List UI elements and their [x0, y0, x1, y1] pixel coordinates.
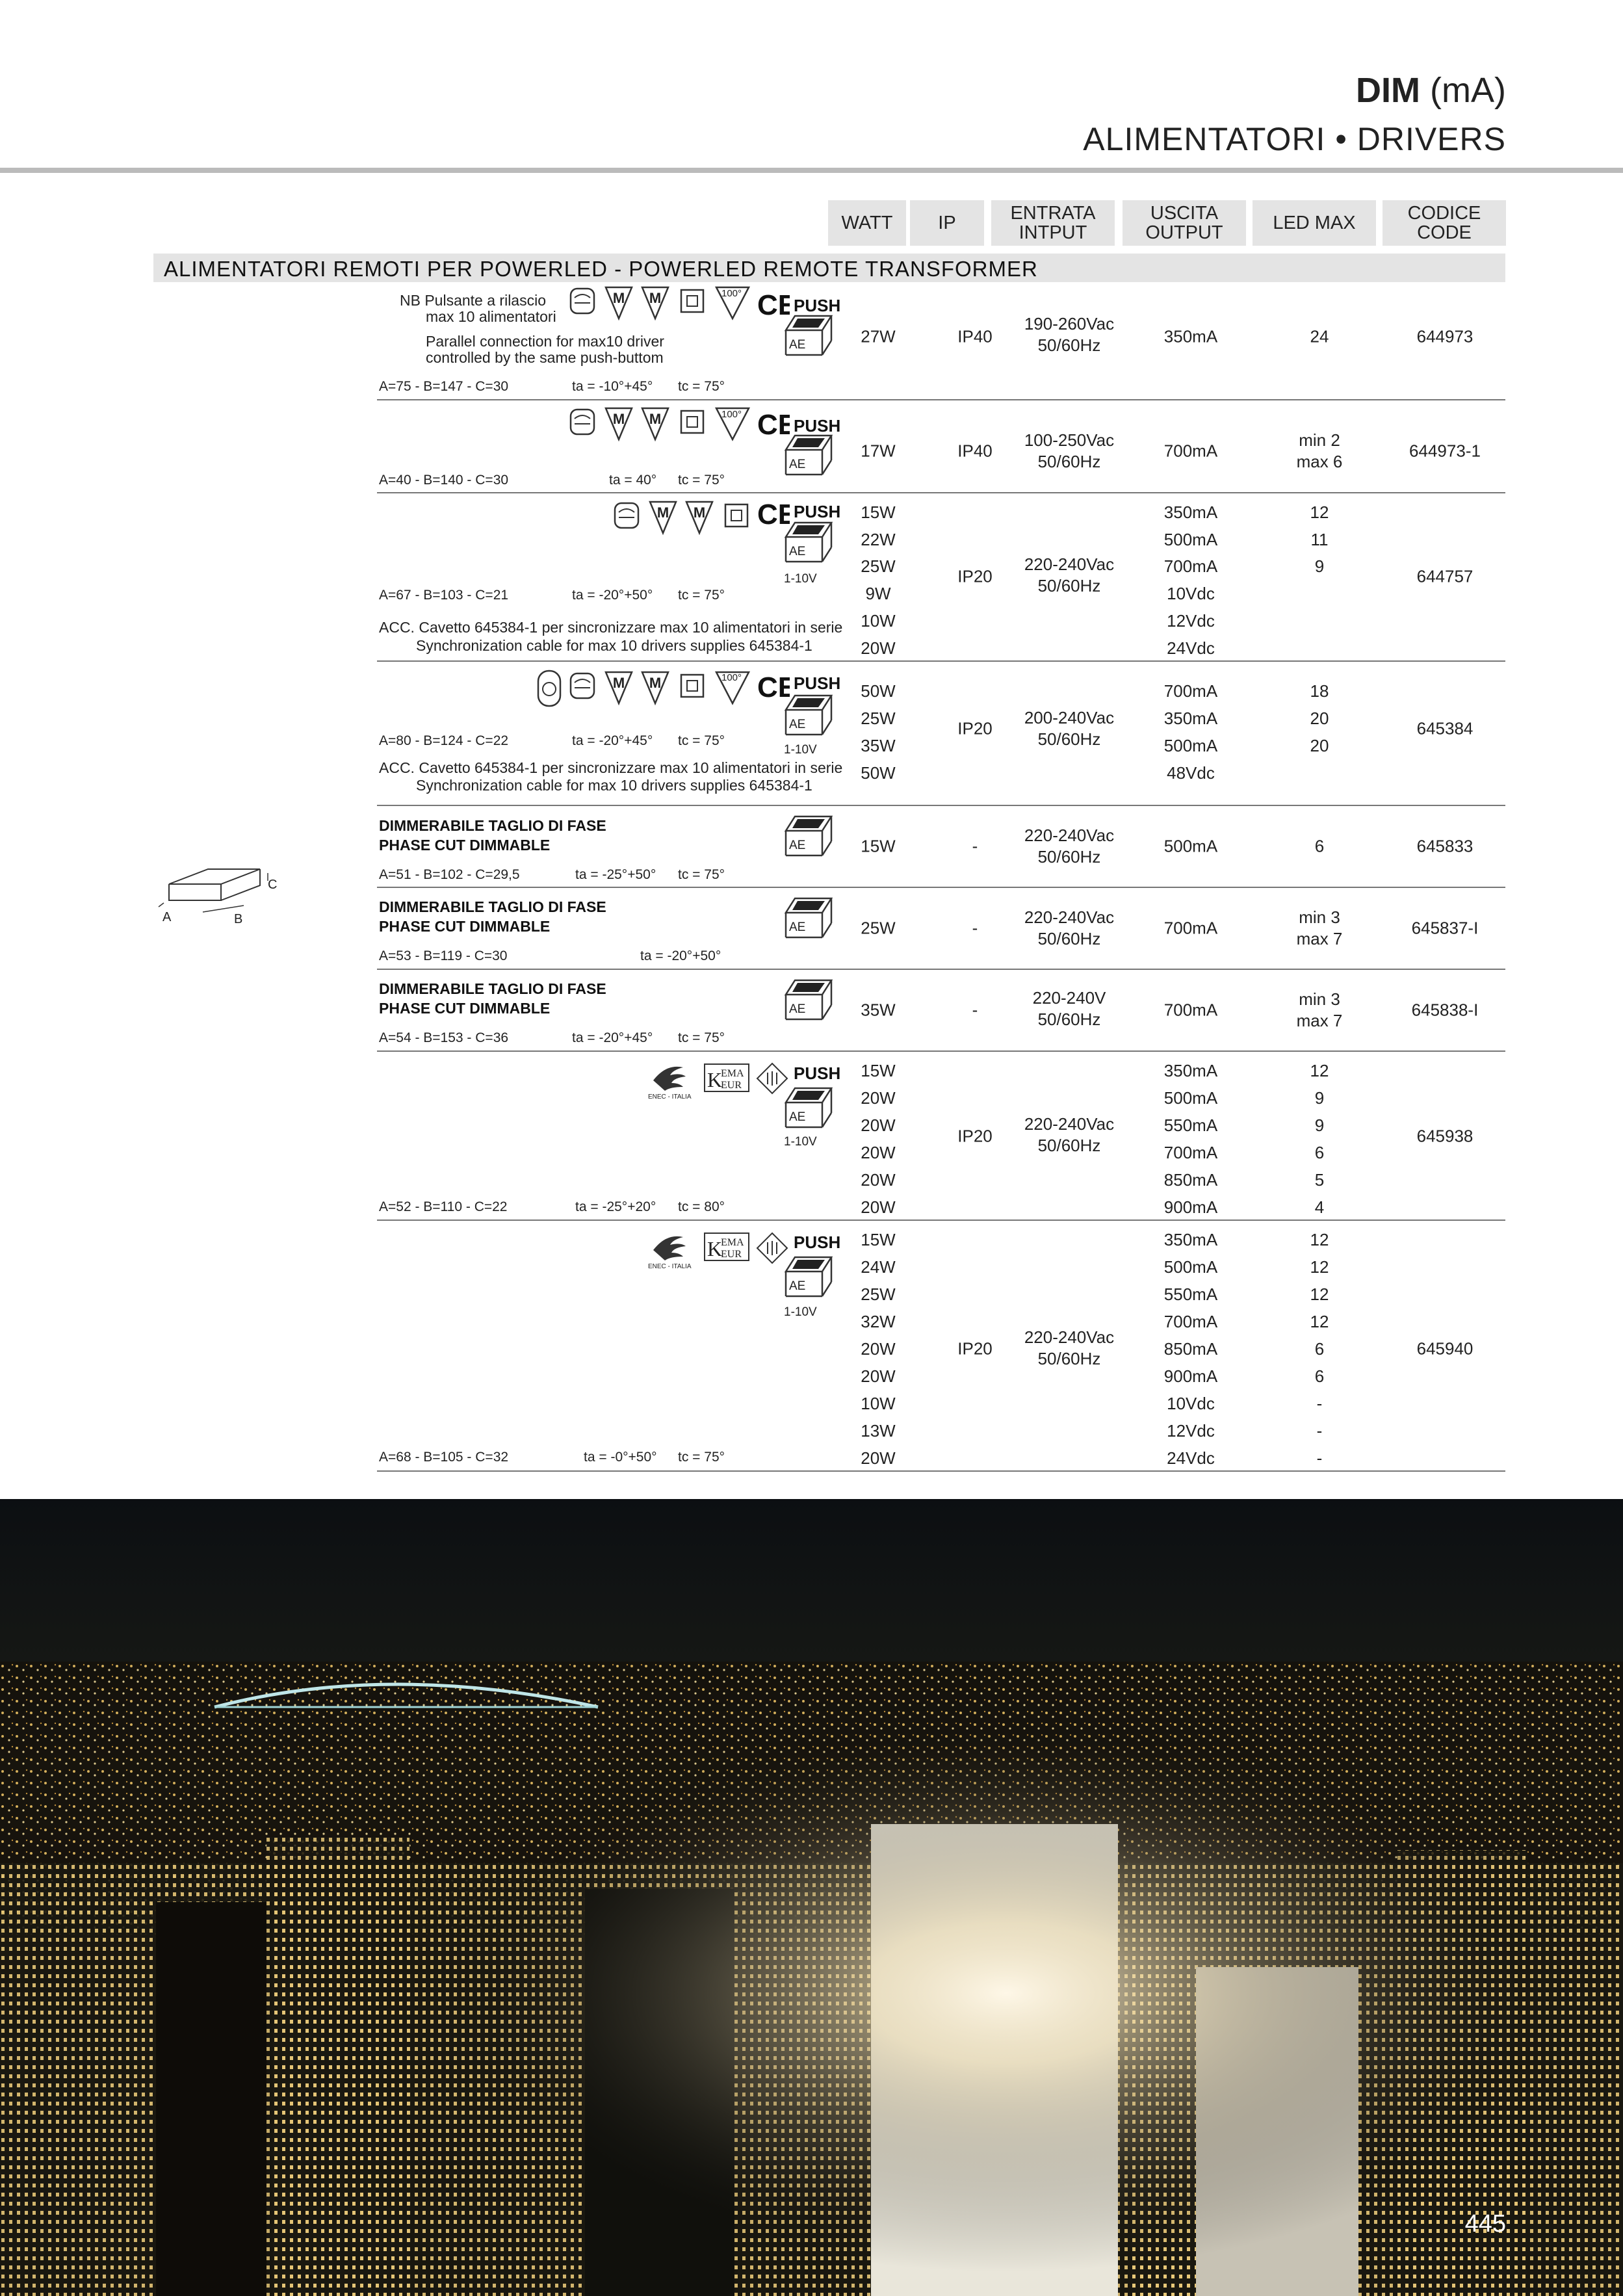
- box-dimensions-diagram: [156, 861, 286, 926]
- watt-cell: 15W: [861, 502, 896, 522]
- watt-cell: 25W: [861, 556, 896, 576]
- output-cell: 500mA: [1163, 530, 1218, 549]
- push-label: PUSH: [794, 1233, 841, 1252]
- dimensions: A=53 - B=119 - C=30: [379, 948, 508, 963]
- ta-value: ta = -0°+50°: [584, 1450, 657, 1465]
- certification-icons: [614, 501, 757, 537]
- note-line: Parallel connection for max10 driver: [426, 333, 664, 350]
- output-cell: 48Vdc: [1167, 763, 1215, 783]
- dimensions: A=80 - B=124 - C=22: [379, 733, 509, 748]
- city-night-photo: [0, 1499, 1623, 2296]
- watt-cell: 20W: [861, 1366, 896, 1386]
- dimensions: A=40 - B=140 - C=30: [379, 473, 509, 488]
- output-cell: 700mA: [1163, 441, 1218, 461]
- temp-100-label: 100°: [721, 288, 742, 299]
- led-cell: 5: [1314, 1170, 1325, 1190]
- product-name: DIMMERABILE TAGLIO DI FASE: [379, 898, 606, 915]
- led-cell: 9: [1314, 1088, 1325, 1108]
- svg-text:K: K: [707, 1237, 723, 1260]
- led-cell: 11: [1310, 530, 1329, 549]
- enec-label: ENEC - ITALIA: [648, 1263, 692, 1270]
- col-watt: WATT: [828, 200, 906, 246]
- product-name-en: PHASE CUT DIMMABLE: [379, 918, 551, 935]
- tc-value: tc = 75°: [678, 473, 725, 488]
- ae-label: AE: [789, 718, 806, 731]
- ae-label: AE: [789, 1002, 806, 1016]
- led-cell: 9: [1314, 556, 1325, 576]
- led-cell: 12: [1310, 1230, 1329, 1249]
- push-label: PUSH: [794, 673, 841, 693]
- code-cell: 645833: [1416, 836, 1474, 856]
- code-cell: 644757: [1416, 566, 1474, 586]
- code-cell: 645940: [1416, 1338, 1474, 1359]
- tc-value: tc = 75°: [678, 867, 725, 882]
- output-cell: 500mA: [1163, 1088, 1218, 1108]
- ae-label: AE: [789, 338, 806, 352]
- note-line: max 10 alimentatori: [426, 308, 556, 325]
- led-cell: 12: [1310, 502, 1329, 522]
- page-subtitle: ALIMENTATORI • DRIVERS: [1083, 121, 1506, 157]
- ip-cell: IP40: [957, 326, 993, 346]
- watt-cell: 15W: [861, 836, 896, 856]
- output-cell: 700mA: [1163, 1143, 1218, 1162]
- col-input: ENTRATA INTPUT: [991, 200, 1115, 246]
- 1-10v-label: 1-10V: [784, 743, 817, 757]
- output-cell: 350mA: [1163, 1061, 1218, 1080]
- kema-bot: EUR: [721, 1249, 742, 1260]
- watt-cell: 10W: [861, 611, 896, 631]
- ip-cell: IP20: [957, 1126, 993, 1146]
- note-line: NB Pulsante a rilascio: [400, 292, 546, 309]
- output-cell: 700mA: [1163, 1312, 1218, 1331]
- temp-100-label: 100°: [721, 409, 742, 420]
- push-label: PUSH: [794, 1063, 841, 1083]
- code-cell: 645837-I: [1411, 918, 1479, 938]
- ta-value: ta = -20°+50°: [640, 948, 721, 963]
- ip-cell: -: [972, 1000, 978, 1020]
- output-cell: 500mA: [1163, 836, 1218, 856]
- led-cell: -: [1316, 1448, 1323, 1468]
- watt-cell: 20W: [861, 638, 896, 658]
- watt-cell: 50W: [861, 681, 896, 701]
- watt-cell: 25W: [861, 709, 896, 728]
- input-cell: 100-250Vac 50/60Hz: [1024, 430, 1115, 471]
- accessory-note: ACC. Cavetto 645384-1 per sincronizzare max 10 alimentatori in serie: [379, 619, 843, 636]
- watt-cell: 20W: [861, 1143, 896, 1162]
- ta-value: ta = 40°: [609, 473, 657, 488]
- watt-cell: 35W: [861, 736, 896, 755]
- enec-icon: [647, 1061, 692, 1100]
- led-cell: 20: [1310, 709, 1329, 728]
- ta-value: ta = -25°+50°: [575, 867, 656, 882]
- output-cell: 900mA: [1163, 1197, 1218, 1217]
- 1-10v-label: 1-10V: [784, 1305, 817, 1319]
- 1-10v-label: 1-10V: [784, 572, 817, 586]
- watt-cell: 20W: [861, 1197, 896, 1217]
- product-name-en: PHASE CUT DIMMABLE: [379, 837, 551, 854]
- watt-cell: 32W: [861, 1312, 896, 1331]
- 1-10v-label: 1-10V: [784, 1135, 817, 1149]
- ta-value: ta = -10°+45°: [572, 379, 653, 394]
- push-label: PUSH: [794, 502, 841, 521]
- ae-label: AE: [789, 545, 806, 558]
- led-cell: 6: [1314, 1366, 1325, 1386]
- watt-cell: 17W: [861, 441, 896, 461]
- output-cell: 24Vdc: [1167, 1448, 1215, 1468]
- tc-value: tc = 80°: [678, 1199, 725, 1214]
- led-cell: 20: [1310, 736, 1329, 755]
- ae-label: AE: [789, 920, 806, 934]
- ae-label: AE: [789, 1279, 806, 1293]
- certification-icons: [537, 670, 751, 709]
- watt-cell: 25W: [861, 1285, 896, 1304]
- ae-label: AE: [789, 458, 806, 471]
- watt-cell: 20W: [861, 1339, 896, 1359]
- col-code: CODICE CODE: [1383, 200, 1506, 246]
- led-cell: 24: [1310, 326, 1329, 346]
- tc-value: tc = 75°: [678, 379, 725, 394]
- output-cell: 12Vdc: [1167, 611, 1215, 631]
- watt-cell: 13W: [861, 1421, 896, 1441]
- product-name-en: PHASE CUT DIMMABLE: [379, 1000, 551, 1017]
- page-title: [1356, 70, 1506, 111]
- row-divider: [377, 492, 1505, 493]
- watt-cell: 50W: [861, 763, 896, 783]
- output-cell: 700mA: [1163, 1000, 1218, 1020]
- row-divider: [377, 399, 1505, 400]
- ip-cell: IP20: [957, 566, 993, 586]
- row-divider: [377, 887, 1505, 888]
- output-cell: 350mA: [1163, 1230, 1218, 1249]
- output-cell: 350mA: [1163, 502, 1218, 522]
- watt-cell: 24W: [861, 1257, 896, 1277]
- input-cell: 220-240Vac 50/60Hz: [1024, 826, 1115, 867]
- header-divider: [0, 168, 1623, 173]
- watt-cell: 22W: [861, 530, 896, 549]
- watt-cell: 10W: [861, 1394, 896, 1413]
- led-cell: -: [1316, 1394, 1323, 1413]
- input-cell: 220-240Vac 50/60Hz: [1024, 907, 1115, 948]
- code-cell: 644973-1: [1409, 441, 1481, 461]
- ta-value: ta = -20°+45°: [572, 1030, 653, 1045]
- watt-cell: 25W: [861, 918, 896, 938]
- ta-value: ta = -20°+50°: [572, 588, 653, 603]
- watt-cell: 20W: [861, 1115, 896, 1135]
- accessory-note: Synchronization cable for max 10 drivers supplies 645384-1: [416, 777, 812, 794]
- input-cell: 220-240V 50/60Hz: [1032, 988, 1106, 1029]
- col-ip: IP: [910, 200, 984, 246]
- col-output: USCITA OUTPUT: [1123, 200, 1246, 246]
- row-divider: [377, 805, 1505, 806]
- box-label-b: B: [234, 912, 243, 926]
- ip-cell: -: [972, 836, 978, 856]
- input-cell: 200-240Vac 50/60Hz: [1024, 708, 1115, 749]
- output-cell: 24Vdc: [1167, 638, 1215, 658]
- watt-cell: 20W: [861, 1088, 896, 1108]
- led-cell: 6: [1314, 836, 1325, 856]
- ta-value: ta = -20°+45°: [572, 733, 653, 748]
- product-name: DIMMERABILE TAGLIO DI FASE: [379, 817, 606, 834]
- dimensions: A=52 - B=110 - C=22: [379, 1199, 508, 1214]
- output-cell: 550mA: [1163, 1115, 1218, 1135]
- output-cell: 850mA: [1163, 1170, 1218, 1190]
- watt-cell: 9W: [865, 584, 891, 603]
- kema-top: EMA: [721, 1068, 744, 1079]
- ae-label: AE: [789, 839, 806, 852]
- output-cell: 500mA: [1163, 736, 1218, 755]
- led-cell: 12: [1310, 1312, 1329, 1331]
- tc-value: tc = 75°: [678, 1450, 725, 1465]
- tc-value: tc = 75°: [678, 588, 725, 603]
- led-cell: 12: [1310, 1285, 1329, 1304]
- push-label: PUSH: [794, 296, 841, 315]
- title-unit: (mA): [1430, 71, 1506, 110]
- kema-bot: EUR: [721, 1080, 742, 1091]
- output-cell: 550mA: [1163, 1285, 1218, 1304]
- output-cell: 10Vdc: [1167, 1394, 1215, 1413]
- accessory-note: ACC. Cavetto 645384-1 per sincronizzare max 10 alimentatori in serie: [379, 759, 843, 776]
- tc-value: tc = 75°: [678, 733, 725, 748]
- led-cell: -: [1316, 1421, 1323, 1441]
- code-cell: 645384: [1416, 718, 1474, 738]
- ip-cell: IP20: [957, 718, 993, 738]
- kema-icon: [704, 1233, 751, 1262]
- watt-cell: 20W: [861, 1448, 896, 1468]
- box-label-a: A: [162, 910, 172, 924]
- led-cell: 4: [1314, 1197, 1325, 1217]
- watt-cell: 15W: [861, 1230, 896, 1249]
- output-cell: 10Vdc: [1167, 584, 1215, 603]
- tc-value: tc = 75°: [678, 1030, 725, 1045]
- input-cell: 190-260Vac 50/60Hz: [1024, 314, 1115, 355]
- col-led-max: LED MAX: [1253, 200, 1376, 246]
- box-label-c: C: [268, 878, 278, 892]
- dimensions: A=67 - B=103 - C=21: [379, 588, 509, 603]
- product-name: DIMMERABILE TAGLIO DI FASE: [379, 980, 606, 997]
- output-cell: 900mA: [1163, 1366, 1218, 1386]
- enec-label: ENEC - ITALIA: [648, 1093, 692, 1100]
- watt-cell: 20W: [861, 1170, 896, 1190]
- temp-100-label: 100°: [721, 672, 742, 683]
- output-cell: 700mA: [1163, 556, 1218, 576]
- code-cell: 645838-I: [1411, 1000, 1479, 1020]
- svg-text:K: K: [707, 1068, 723, 1091]
- ip-cell: IP40: [957, 441, 993, 461]
- led-cell: min 2 max 6: [1296, 430, 1343, 471]
- ip-cell: IP20: [957, 1338, 993, 1359]
- code-cell: 644973: [1416, 326, 1474, 346]
- led-cell: 9: [1314, 1115, 1325, 1135]
- enec-icon: [647, 1231, 692, 1270]
- output-cell: 700mA: [1163, 681, 1218, 701]
- ae-label: AE: [789, 1110, 806, 1124]
- output-cell: 350mA: [1163, 326, 1218, 346]
- led-cell: min 3 max 7: [1296, 989, 1343, 1030]
- input-cell: 220-240Vac 50/60Hz: [1024, 1327, 1115, 1368]
- led-cell: min 3 max 7: [1296, 907, 1343, 948]
- led-cell: 12: [1310, 1061, 1329, 1080]
- watt-cell: 35W: [861, 1000, 896, 1020]
- page-number: 445: [1464, 2210, 1506, 2237]
- led-cell: 18: [1310, 681, 1329, 701]
- led-cell: 6: [1314, 1339, 1325, 1359]
- code-cell: 645938: [1416, 1126, 1474, 1146]
- dimensions: A=51 - B=102 - C=29,5: [379, 867, 520, 882]
- row-divider: [377, 969, 1505, 970]
- row-divider: [377, 1220, 1505, 1221]
- row-divider: [377, 660, 1505, 662]
- watt-cell: 15W: [861, 1061, 896, 1080]
- dimensions: A=54 - B=153 - C=36: [379, 1030, 509, 1045]
- watt-cell: 27W: [861, 326, 896, 346]
- push-label: PUSH: [794, 416, 841, 436]
- note-line: controlled by the same push-buttom: [426, 349, 664, 366]
- output-cell: 12Vdc: [1167, 1421, 1215, 1441]
- row-divider: [377, 1470, 1505, 1472]
- input-cell: 220-240Vac 50/60Hz: [1024, 1114, 1115, 1155]
- section-title: ALIMENTATORI REMOTI PER POWERLED - POWERLED REMOTE TRANSFORMER: [164, 257, 1038, 281]
- led-cell: 6: [1314, 1143, 1325, 1162]
- output-cell: 850mA: [1163, 1339, 1218, 1359]
- output-cell: 700mA: [1163, 918, 1218, 938]
- dimensions: A=68 - B=105 - C=32: [379, 1450, 509, 1465]
- kema-icon: [704, 1063, 751, 1093]
- led-cell: 12: [1310, 1257, 1329, 1277]
- ta-value: ta = -25°+20°: [575, 1199, 656, 1214]
- row-divider: [377, 1050, 1505, 1052]
- input-cell: 220-240Vac 50/60Hz: [1024, 554, 1115, 595]
- title-dim: DIM: [1356, 71, 1421, 110]
- kema-top: EMA: [721, 1237, 744, 1248]
- ip-cell: -: [972, 918, 978, 938]
- dimensions: A=75 - B=147 - C=30: [379, 379, 509, 394]
- accessory-note: Synchronization cable for max 10 drivers supplies 645384-1: [416, 637, 812, 654]
- output-cell: 350mA: [1163, 709, 1218, 728]
- output-cell: 500mA: [1163, 1257, 1218, 1277]
